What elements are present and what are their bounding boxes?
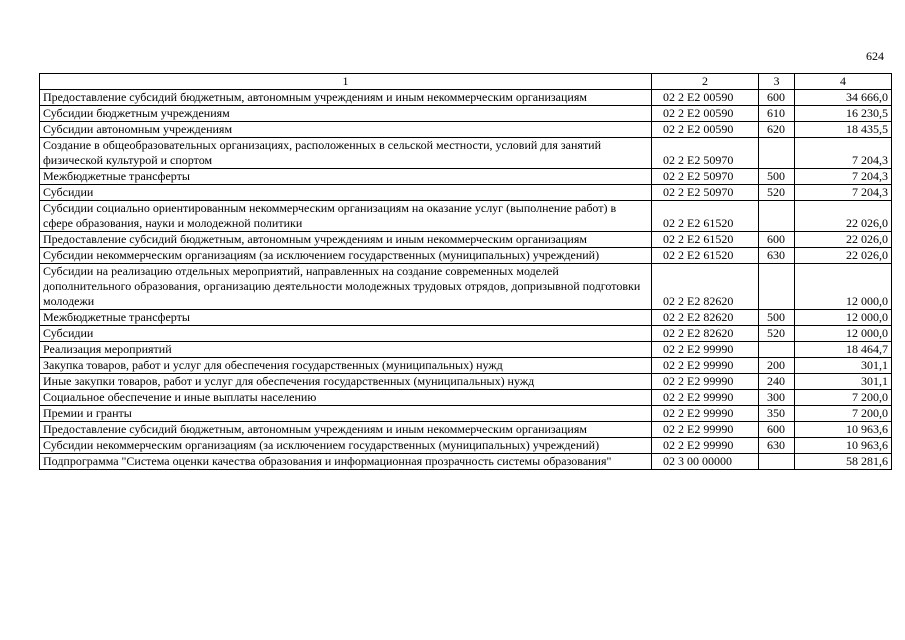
row-description: Субсидии бюджетным учреждениям — [40, 106, 652, 122]
table-row — [40, 138, 892, 169]
table-row — [40, 310, 892, 326]
row-target-code: 02 3 00 00000 — [652, 454, 759, 470]
row-target-code: 02 2 E2 00590 — [652, 106, 759, 122]
row-amount: 7 200,0 — [795, 406, 892, 422]
budget-table — [39, 73, 892, 470]
table-row — [40, 232, 892, 248]
row-amount: 7 200,0 — [795, 390, 892, 406]
row-target-code: 02 2 E2 00590 — [652, 90, 759, 106]
table-row — [40, 358, 892, 374]
row-amount: 16 230,5 — [795, 106, 892, 122]
row-target-code: 02 2 E2 82620 — [652, 326, 759, 342]
row-description: Подпрограмма "Система оценки качества образования и информационная прозрачность системы образования" — [40, 454, 652, 470]
table-row — [40, 185, 892, 201]
column-header-description: 1 — [40, 74, 652, 90]
row-expense-type: 520 — [759, 185, 795, 201]
row-expense-type: 500 — [759, 169, 795, 185]
row-expense-type: 240 — [759, 374, 795, 390]
page-number: 624 — [866, 49, 884, 63]
table-row — [40, 248, 892, 264]
row-description: Предоставление субсидий бюджетным, автономным учреждениям и иным некоммерческим организациям — [40, 422, 652, 438]
table-header-row — [40, 74, 892, 90]
table-row — [40, 106, 892, 122]
row-description: Предоставление субсидий бюджетным, автономным учреждениям и иным некоммерческим организациям — [40, 232, 652, 248]
row-expense-type: 350 — [759, 406, 795, 422]
column-header-kind: 3 — [759, 74, 795, 90]
row-description: Создание в общеобразовательных организациях, расположенных в сельской местности, условий для занятий физической культурой и спортом — [40, 138, 652, 169]
table-row — [40, 422, 892, 438]
table-row — [40, 326, 892, 342]
row-description: Межбюджетные трансферты — [40, 169, 652, 185]
row-amount: 18 435,5 — [795, 122, 892, 138]
row-description: Предоставление субсидий бюджетным, автономным учреждениям и иным некоммерческим организациям — [40, 90, 652, 106]
row-description: Субсидии на реализацию отдельных мероприятий, направленных на создание современных моделей дополнительного образования, организацию деятельности молодежных трудовых отрядов, допризывной подготовки молодежи — [40, 264, 652, 310]
row-expense-type: 200 — [759, 358, 795, 374]
row-expense-type: 600 — [759, 422, 795, 438]
row-target-code: 02 2 E2 99990 — [652, 374, 759, 390]
row-description: Субсидии социально ориентированным некоммерческим организациям на оказание услуг (выполнение работ) в сфере образования, науки и молодежной политики — [40, 201, 652, 232]
row-amount: 12 000,0 — [795, 310, 892, 326]
row-amount: 22 026,0 — [795, 248, 892, 264]
row-target-code: 02 2 E2 50970 — [652, 185, 759, 201]
row-amount: 22 026,0 — [795, 232, 892, 248]
table-row — [40, 342, 892, 358]
row-description: Межбюджетные трансферты — [40, 310, 652, 326]
column-header-amount: 4 — [795, 74, 892, 90]
row-expense-type: 500 — [759, 310, 795, 326]
row-amount: 22 026,0 — [795, 201, 892, 232]
row-target-code: 02 2 E2 50970 — [652, 169, 759, 185]
row-expense-type: 600 — [759, 90, 795, 106]
row-amount: 12 000,0 — [795, 264, 892, 310]
row-target-code: 02 2 E2 61520 — [652, 232, 759, 248]
row-amount: 7 204,3 — [795, 169, 892, 185]
row-target-code: 02 2 E2 99990 — [652, 422, 759, 438]
row-expense-type — [759, 454, 795, 470]
row-target-code: 02 2 E2 50970 — [652, 138, 759, 169]
table-row — [40, 264, 892, 310]
row-description: Субсидии — [40, 326, 652, 342]
row-expense-type: 600 — [759, 232, 795, 248]
row-expense-type — [759, 264, 795, 310]
row-target-code: 02 2 E2 99990 — [652, 342, 759, 358]
row-description: Иные закупки товаров, работ и услуг для обеспечения государственных (муниципальных) нужд — [40, 374, 652, 390]
table-row — [40, 122, 892, 138]
row-amount: 12 000,0 — [795, 326, 892, 342]
row-amount: 10 963,6 — [795, 438, 892, 454]
row-expense-type: 520 — [759, 326, 795, 342]
row-target-code: 02 2 E2 99990 — [652, 438, 759, 454]
row-expense-type — [759, 138, 795, 169]
row-target-code: 02 2 E2 00590 — [652, 122, 759, 138]
row-expense-type: 610 — [759, 106, 795, 122]
row-description: Субсидии — [40, 185, 652, 201]
row-description: Социальное обеспечение и иные выплаты населению — [40, 390, 652, 406]
table-row — [40, 374, 892, 390]
table-row — [40, 201, 892, 232]
table-row — [40, 390, 892, 406]
row-amount: 7 204,3 — [795, 185, 892, 201]
row-amount: 301,1 — [795, 358, 892, 374]
table-row — [40, 406, 892, 422]
row-target-code: 02 2 E2 99990 — [652, 406, 759, 422]
row-expense-type — [759, 342, 795, 358]
row-amount: 7 204,3 — [795, 138, 892, 169]
row-target-code: 02 2 E2 82620 — [652, 310, 759, 326]
row-target-code: 02 2 E2 99990 — [652, 358, 759, 374]
table-row — [40, 454, 892, 470]
table-row — [40, 90, 892, 106]
row-expense-type: 630 — [759, 438, 795, 454]
row-description: Субсидии некоммерческим организациям (за исключением государственных (муниципальных) учреждений) — [40, 438, 652, 454]
row-description: Премии и гранты — [40, 406, 652, 422]
row-expense-type: 300 — [759, 390, 795, 406]
row-description: Реализация мероприятий — [40, 342, 652, 358]
row-description: Закупка товаров, работ и услуг для обеспечения государственных (муниципальных) нужд — [40, 358, 652, 374]
row-target-code: 02 2 E2 99990 — [652, 390, 759, 406]
row-target-code: 02 2 E2 61520 — [652, 248, 759, 264]
table-row — [40, 438, 892, 454]
column-header-code: 2 — [652, 74, 759, 90]
row-amount: 18 464,7 — [795, 342, 892, 358]
table-row — [40, 169, 892, 185]
row-amount: 301,1 — [795, 374, 892, 390]
row-expense-type — [759, 201, 795, 232]
row-description: Субсидии автономным учреждениям — [40, 122, 652, 138]
row-amount: 58 281,6 — [795, 454, 892, 470]
row-expense-type: 620 — [759, 122, 795, 138]
row-target-code: 02 2 E2 82620 — [652, 264, 759, 310]
row-expense-type: 630 — [759, 248, 795, 264]
row-amount: 34 666,0 — [795, 90, 892, 106]
row-target-code: 02 2 E2 61520 — [652, 201, 759, 232]
row-description: Субсидии некоммерческим организациям (за исключением государственных (муниципальных) учреждений) — [40, 248, 652, 264]
row-amount: 10 963,6 — [795, 422, 892, 438]
